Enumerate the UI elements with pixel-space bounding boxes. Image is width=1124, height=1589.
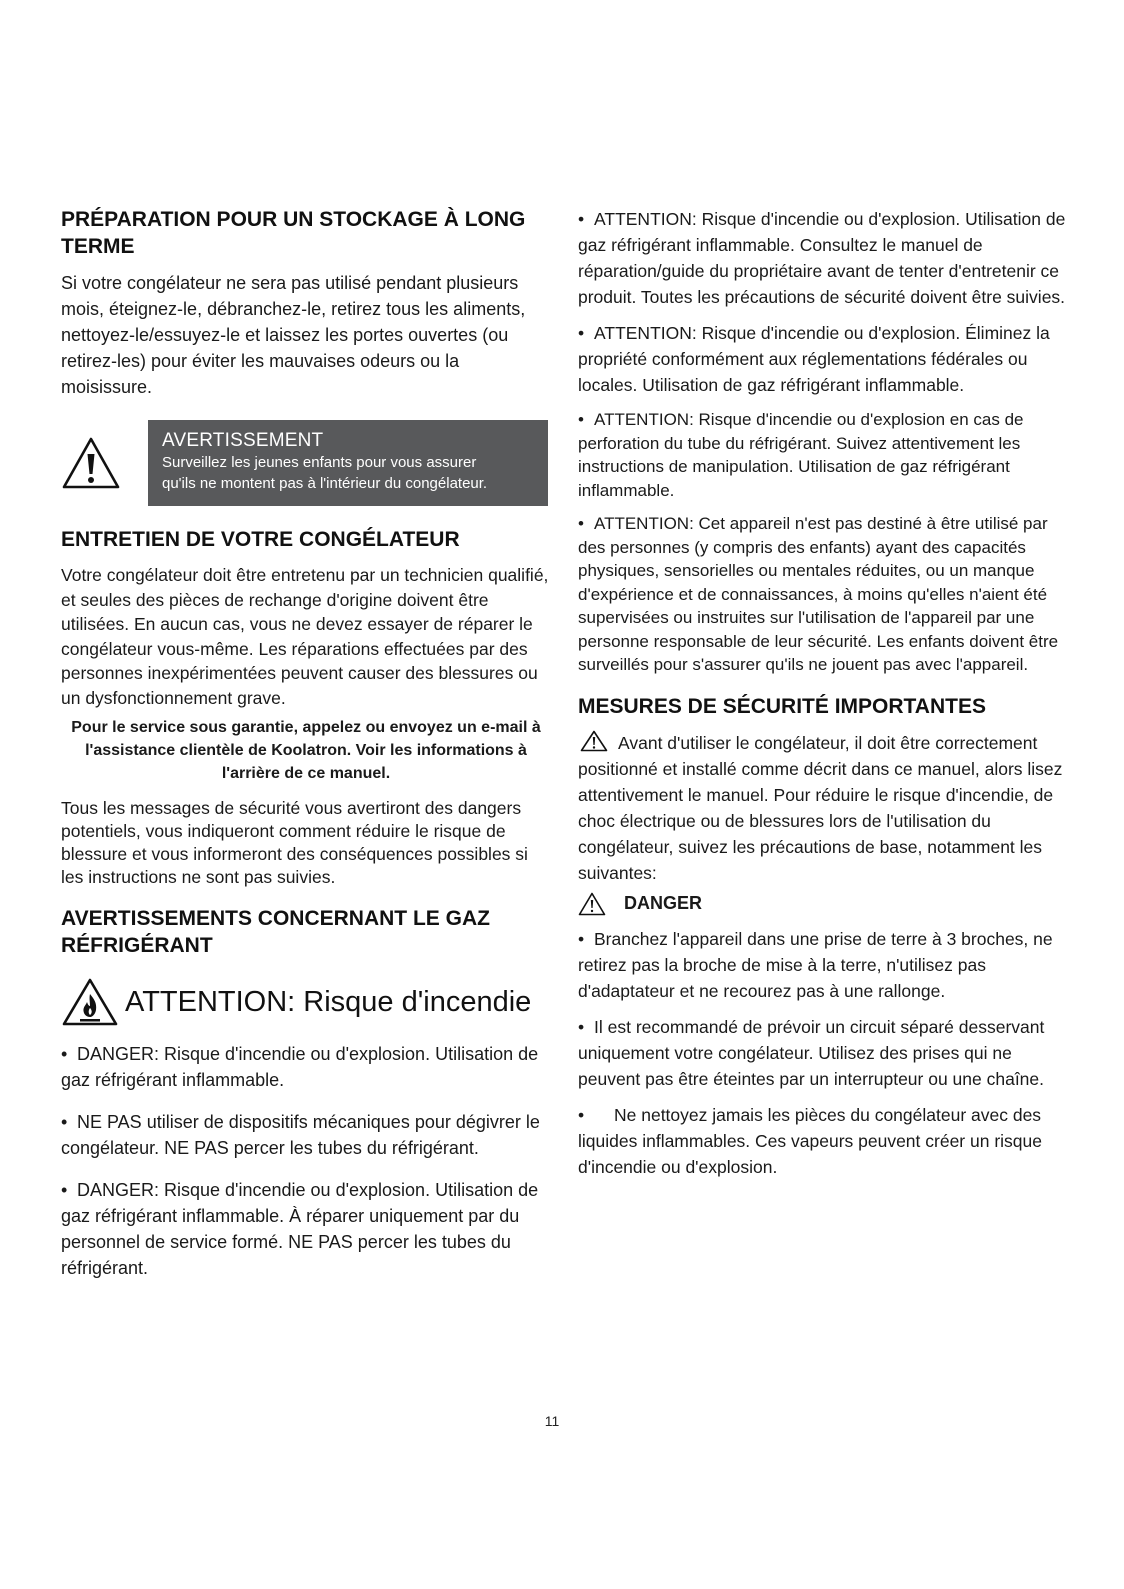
warning-triangle-icon (578, 892, 606, 916)
bullet: • (578, 514, 584, 533)
gas-item: • DANGER: Risque d'incendie ou d'explosion. Utilisation de gaz réfrigérant inflammable. À réparer uniquement par du personnel de service formé. NE PAS percer les tubes du réfrigérant. (61, 1177, 551, 1281)
service-note: Pour le service sous garantie, appelez ou envoyez un e-mail à l'assistance clientèle de Koolatron. Voir les informations à l'arrière de ce manuel. (71, 719, 541, 782)
bullet: • (578, 1016, 585, 1037)
warning-box-title: AVERTISSEMENT (162, 430, 324, 451)
important-heading: MESURES DE SÉCURITÉ IMPORTANTES (578, 694, 986, 718)
warning-triangle-icon (580, 730, 608, 752)
fire-warning-icon (61, 977, 119, 1027)
warning-triangle-icon (61, 436, 121, 490)
bullet: • (578, 1104, 585, 1125)
maintenance-heading: ENTRETIEN DE VOTRE CONGÉLATEUR (61, 528, 460, 551)
bullet: • (61, 1112, 68, 1132)
bullet: • (61, 1180, 68, 1200)
danger-item: • Branchez l'appareil dans une prise de terre à 3 broches, ne retirez pas la broche de mise à la terre, n'utilisez pas d'adaptateur et ne recourez pas à une rallonge. (578, 926, 1078, 1004)
attention-item: • ATTENTION: Risque d'incendie ou d'explosion. Éliminez la propriété conformément aux réglementations fédérales ou locales. Utilisation de gaz réfrigérant inflammable. (578, 320, 1078, 398)
safety-messages-text: Tous les messages de sécurité vous avertiront des dangers potentiels, vous indiqueront comment réduire le risque de blessure et vous informeront des conséquences possibles si les instructions ne sont pas suivies. (61, 798, 528, 887)
bullet: • (578, 928, 585, 949)
gas-heading: AVERTISSEMENTS CONCERNANT LE GAZ RÉFRIGÉRANT (61, 907, 490, 957)
warning-box-line2: qu'ils ne montent pas à l'intérieur du congélateur. (162, 475, 488, 492)
danger-item: • Il est recommandé de prévoir un circuit séparé desservant uniquement votre congélateur. Utilisez des prises qui ne peuvent pas être éteintes par un interrupteur ou une chaîne. (578, 1014, 1078, 1092)
danger-label-row (578, 892, 1078, 916)
right-column (578, 206, 1078, 1180)
attention-item: • ATTENTION: Cet appareil n'est pas destiné à être utilisé par des personnes (y compris des enfants) ayant des capacités physiques, sensorielles ou mentales réduites, ou un manque d'expérience et de connaissances, à moins qu'elles n'aient été supervisées ou instruites sur l'utilisation de l'appareil par une personne responsable de leur sécurité. Les enfants doivent être surveillés pour s'assurer qu'ils ne jouent pas avec l'appareil. (578, 514, 1059, 674)
gas-item: • NE PAS utiliser de dispositifs mécaniques pour dégivrer le congélateur. NE PAS percer les tubes du réfrigérant. (61, 1109, 551, 1161)
bullet: • (578, 209, 585, 229)
danger-label: DANGER (624, 893, 703, 913)
important-text: Avant d'utiliser le congélateur, il doit être correctement positionné et installé comme décrit dans ce manuel, alors lisez attentivement le manuel. Pour réduire le risque d'incendie, de choc électrique ou de blessures lors de l'utilisation du congélateur, suivez les précautions de base, notamment les suivantes: (578, 730, 1078, 886)
warning-box (148, 420, 548, 506)
attention-item: • ATTENTION: Risque d'incendie ou d'explosion. Utilisation de gaz réfrigérant inflammable. Consultez le manuel de réparation/guide du propriétaire avant de tenter d'entretenir ce produit. Toutes les précautions de sécurité doivent être suivies. (578, 206, 1078, 310)
storage-text: Si votre congélateur ne sera pas utilisé pendant plusieurs mois, éteignez-le, débranchez-le, retirez tous les aliments, nettoyez-le/essuyez-le et laissez les portes ouvertes (ou retirez-les) pour éviter les mauvaises odeurs ou la moisissure. (61, 273, 526, 397)
fire-attention-text: ATTENTION: Risque d'incendie (125, 986, 532, 1018)
page-number: 11 (544, 1413, 560, 1429)
fire-attention (61, 977, 551, 1027)
bullet: • (578, 323, 585, 343)
left-column (61, 206, 551, 1281)
gas-item: • DANGER: Risque d'incendie ou d'explosion. Utilisation de gaz réfrigérant inflammable. (61, 1041, 551, 1093)
child-warning (61, 420, 551, 506)
attention-item: • ATTENTION: Risque d'incendie ou d'explosion en cas de perforation du tube du réfrigérant. Suivez attentivement les instructions de manipulation. Utilisation de gaz réfrigérant inflammable. (578, 410, 1024, 500)
storage-heading: PRÉPARATION POUR UN STOCKAGE À LONG TERME (61, 208, 526, 258)
warning-box-line1: Surveillez les jeunes enfants pour vous assurer (162, 454, 477, 471)
danger-item: • Ne nettoyez jamais les pièces du congélateur avec des liquides inflammables. Ces vapeurs peuvent créer un risque d'incendie ou d'explosion. (578, 1102, 1078, 1180)
bullet: • (61, 1044, 68, 1064)
maintenance-text: Votre congélateur doit être entretenu par un technicien qualifié, et seules des pièces de rechange d'origine doivent être utilisées. En aucun cas, vous ne devez essayer de réparer le congélateur vous-même. Les réparations effectuées par des personnes inexpérimentées peuvent causer des blessures ou un dysfonctionnement grave. (61, 565, 549, 708)
bullet: • (578, 410, 584, 429)
